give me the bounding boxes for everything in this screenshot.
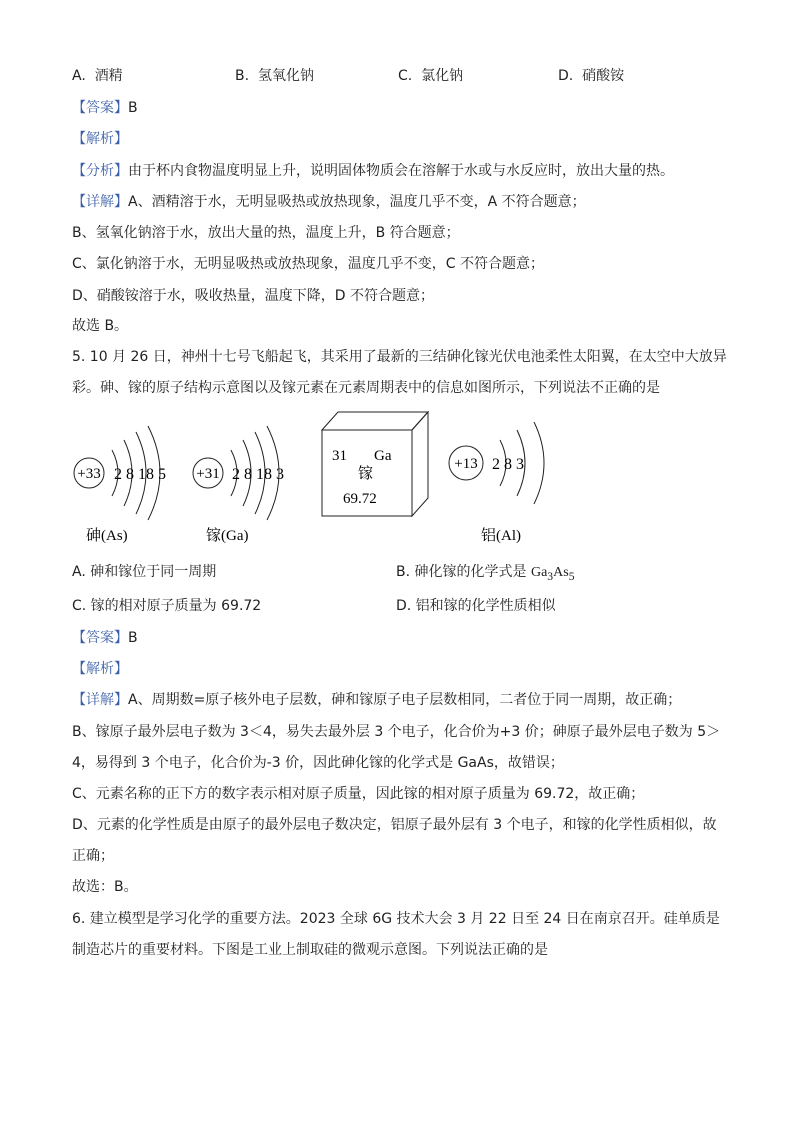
analysis-tag: 【解析】: [72, 131, 128, 147]
detail-text: A、酒精溶于水，无明显吸热或放热现象，温度几乎不变，A 不符合题意；: [128, 194, 586, 210]
question-stem: 制造芯片的重要材料。下图是工业上制取硅的微观示意图。下列说法正确的是: [72, 942, 548, 958]
atomic-number: 31: [332, 448, 347, 464]
electron-counts: 2 8 18 5: [114, 466, 166, 483]
detail-line: 正确；: [72, 848, 114, 864]
detail-line: D、硝酸铵溶于水，吸收热量，温度下降，D 不符合题意；: [72, 288, 435, 304]
atomic-mass: 69.72: [343, 491, 377, 507]
option-letter: B.: [235, 68, 250, 84]
option-a: A. 砷和镓位于同一周期: [72, 564, 217, 580]
detail-line: D、元素的化学性质是由原子的最外层电子数决定，铝原子最外层有 3 个电子，和镓的化学性质相似，故: [72, 817, 717, 833]
detail-line: B、氢氧化钠溶于水，放出大量的热，温度上升，B 符合题意；: [72, 225, 460, 241]
atom-label: 砷(As): [86, 528, 128, 544]
detail-line: 故选 B。: [72, 318, 129, 334]
option-text: 酒精: [94, 68, 123, 84]
fenxi-line: [72, 161, 674, 181]
option-letter: D.: [558, 68, 574, 84]
detail-line: B、镓原子最外层电子数为 3＜4，易失去最外层 3 个电子，化合价为+3 价；砷原子最外层电子数为 5＞: [72, 724, 721, 740]
answer-value: B: [128, 630, 138, 646]
option-text: B. 砷化镓的化学式是: [396, 564, 531, 580]
nucleus-charge: +31: [196, 466, 220, 482]
arsenic-atom-diagram: [74, 426, 166, 544]
question-stem: 6. 建立模型是学习化学的重要方法。2023 全球 6G 技术大会 3 月 22 日至 24 日在南京召开。硅单质是: [72, 911, 720, 927]
option-b: [235, 66, 314, 86]
element-symbol: Ga: [374, 448, 392, 464]
aluminum-atom-diagram: [449, 422, 544, 544]
atom-label: 镓(Ga): [206, 528, 249, 544]
question-stem: 5. 10 月 26 日，神州十七号飞船起飞，其采用了最新的三结砷化镓光伏电池柔性太阳翼，在太空中大放异: [72, 349, 727, 365]
detail-tag: 【详解】: [72, 692, 128, 708]
option-a: [72, 66, 123, 86]
card-side-face: [412, 412, 428, 516]
option-d: D. 铝和镓的化学性质相似: [396, 598, 556, 614]
answer-line: [72, 628, 138, 648]
option-letter: C.: [398, 68, 413, 84]
fenxi-tag: 【分析】: [72, 163, 128, 179]
element-name: 镓: [358, 464, 374, 482]
option-c: C. 镓的相对原子质量为 69.72: [72, 598, 262, 614]
option-b: [396, 562, 575, 587]
nucleus-charge: +33: [77, 466, 101, 482]
option-d: [558, 66, 624, 86]
nucleus-charge: +13: [454, 456, 478, 472]
question-stem: 彩。砷、镓的原子结构示意图以及镓元素在元素周期表中的信息如图所示，下列说法不正确的是: [72, 380, 660, 396]
option-text: 氢氧化钠: [257, 68, 314, 84]
detail-tag: 【详解】: [72, 194, 128, 210]
detail-line: 故选：B。: [72, 879, 138, 895]
electron-counts: 2 8 18 3: [232, 466, 284, 483]
option-text: 氯化钠: [421, 68, 464, 84]
detail-line: [72, 192, 586, 212]
detail-line: 4，易得到 3 个电子，化合价为-3 价，因此砷化镓的化学式是 GaAs，故错误；: [72, 755, 564, 771]
detail-line: C、元素名称的正下方的数字表示相对原子质量，因此镓的相对原子质量为 69.72，故正确；: [72, 786, 645, 802]
periodic-table-card: [322, 412, 428, 516]
option-text: 硝酸铵: [582, 68, 625, 84]
answer-line: [72, 98, 138, 118]
atom-label: 铝(Al): [481, 528, 521, 544]
formula-subscript: 5: [568, 569, 575, 583]
option-letter: A.: [72, 68, 86, 84]
option-c: [398, 66, 463, 86]
gallium-atom-diagram: [193, 426, 284, 544]
electron-counts: 2 8 3: [492, 456, 524, 473]
detail-line: [72, 690, 681, 710]
card-top-face: [322, 412, 428, 430]
formula-as: As: [553, 565, 569, 580]
detail-line: C、氯化钠溶于水，无明显吸热或放热现象，温度几乎不变，C 不符合题意；: [72, 256, 544, 272]
analysis-tag: 【解析】: [72, 661, 128, 677]
fenxi-text: 由于杯内食物温度明显上升，说明固体物质会在溶解于水或与水反应时，放出大量的热。: [128, 163, 674, 179]
formula-ga: Ga: [530, 565, 548, 580]
formula-subscript: 3: [547, 569, 554, 583]
answer-value: B: [128, 100, 138, 116]
atom-structure-figure: [60, 410, 620, 550]
detail-text: A、周期数=原子核外电子层数，砷和镓原子电子层数相同，二者位于同一周期，故正确；: [128, 692, 682, 708]
electron-shell-arc: [534, 422, 544, 504]
answer-tag: 【答案】: [72, 630, 128, 646]
answer-tag: 【答案】: [72, 100, 128, 116]
